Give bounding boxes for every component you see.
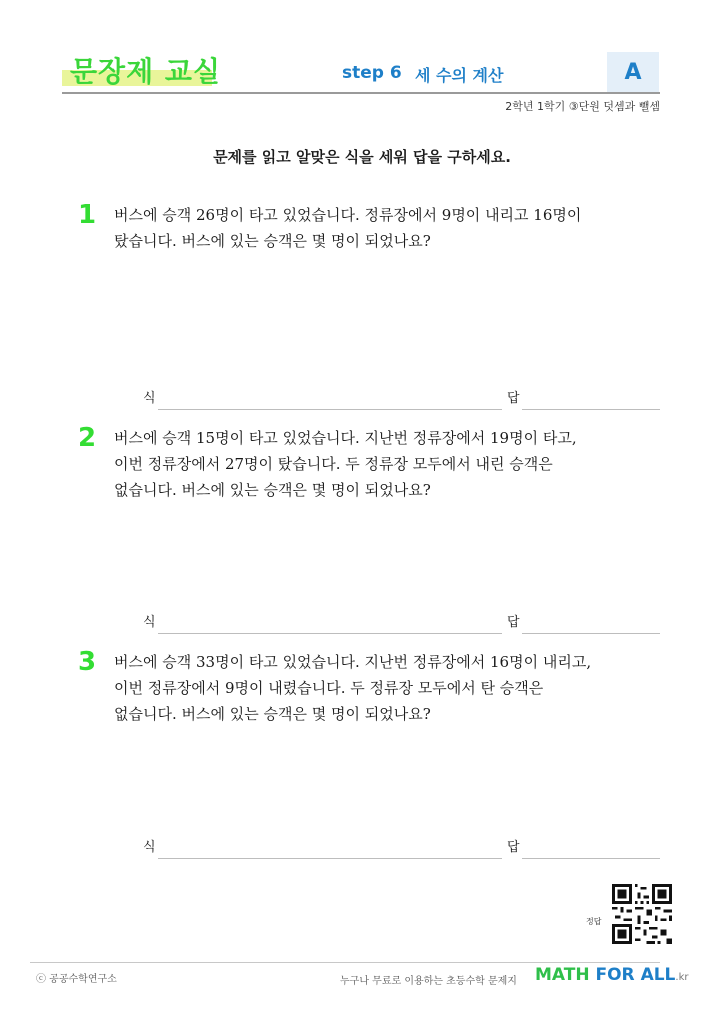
problem-line: 없습니다. 버스에 있는 승객은 몇 명이 되었나요?: [114, 481, 431, 499]
problem-text: [114, 649, 654, 727]
footer-tagline: 누구나 무료로 이용하는 초등수학 문제지: [340, 976, 517, 987]
answer-row-1: [0, 387, 724, 411]
problem-line: 버스에 승객 15명이 타고 있었습니다. 지난번 정류장에서 19명이 타고,: [114, 429, 577, 447]
problem-number: 2: [78, 423, 97, 453]
instruction-text: 문제를 읽고 알맞은 식을 세워 답을 구하세요.: [213, 148, 511, 166]
answer-input-line[interactable]: [522, 633, 660, 634]
problem-text: [114, 202, 654, 254]
problem-line: 이번 정류장에서 27명이 탔습니다. 두 정류장 모두에서 내린 승객은: [114, 455, 553, 473]
topic-label: 세 수의 계산: [415, 66, 504, 85]
step-label: step 6: [342, 63, 402, 83]
expression-input-line[interactable]: [158, 858, 502, 859]
expression-input-line[interactable]: [158, 409, 502, 410]
footer-divider: [30, 962, 660, 963]
expression-label: 식: [143, 391, 156, 406]
problem-line: 버스에 승객 33명이 타고 있었습니다. 지난번 정류장에서 16명이 내리고,: [114, 653, 592, 671]
brand-forall: FOR ALL: [589, 965, 676, 985]
problem-line: 버스에 승객 26명이 타고 있었습니다. 정류장에서 9명이 내리고 16명이: [114, 206, 582, 224]
header-divider: [62, 92, 660, 94]
brand-math: MATH: [535, 965, 590, 985]
answer-row-2: [0, 611, 724, 635]
problem-number: 1: [78, 200, 97, 230]
problem-text: [114, 425, 654, 503]
problem-number: 3: [78, 647, 97, 677]
answer-input-line[interactable]: [522, 409, 660, 410]
expression-label: 식: [143, 615, 156, 630]
answer-label: 답: [507, 840, 520, 855]
expression-input-line[interactable]: [158, 633, 502, 634]
page-title: 문장제 교실: [70, 55, 221, 88]
problem-line: 없습니다. 버스에 있는 승객은 몇 명이 되었나요?: [114, 705, 431, 723]
answer-key-label: 정답: [586, 917, 602, 926]
answer-label: 답: [507, 615, 520, 630]
problem-line: 탔습니다. 버스에 있는 승객은 몇 명이 되었나요?: [114, 232, 431, 250]
qr-code-icon[interactable]: [612, 884, 672, 944]
copyright-text: ⓒ 공공수학연구소: [36, 974, 117, 985]
brand-kr: .kr: [675, 972, 689, 983]
problem-line: 이번 정류장에서 9명이 내렸습니다. 두 정류장 모두에서 탄 승객은: [114, 679, 544, 697]
answer-input-line[interactable]: [522, 858, 660, 859]
unit-label: 2학년 1학기 ③단원 덧셈과 뺄셈: [505, 100, 660, 113]
answer-row-3: [0, 836, 724, 860]
expression-label: 식: [143, 840, 156, 855]
level-label: A: [624, 59, 642, 85]
brand-logo: [535, 965, 689, 985]
answer-label: 답: [507, 391, 520, 406]
level-badge: [607, 52, 659, 92]
